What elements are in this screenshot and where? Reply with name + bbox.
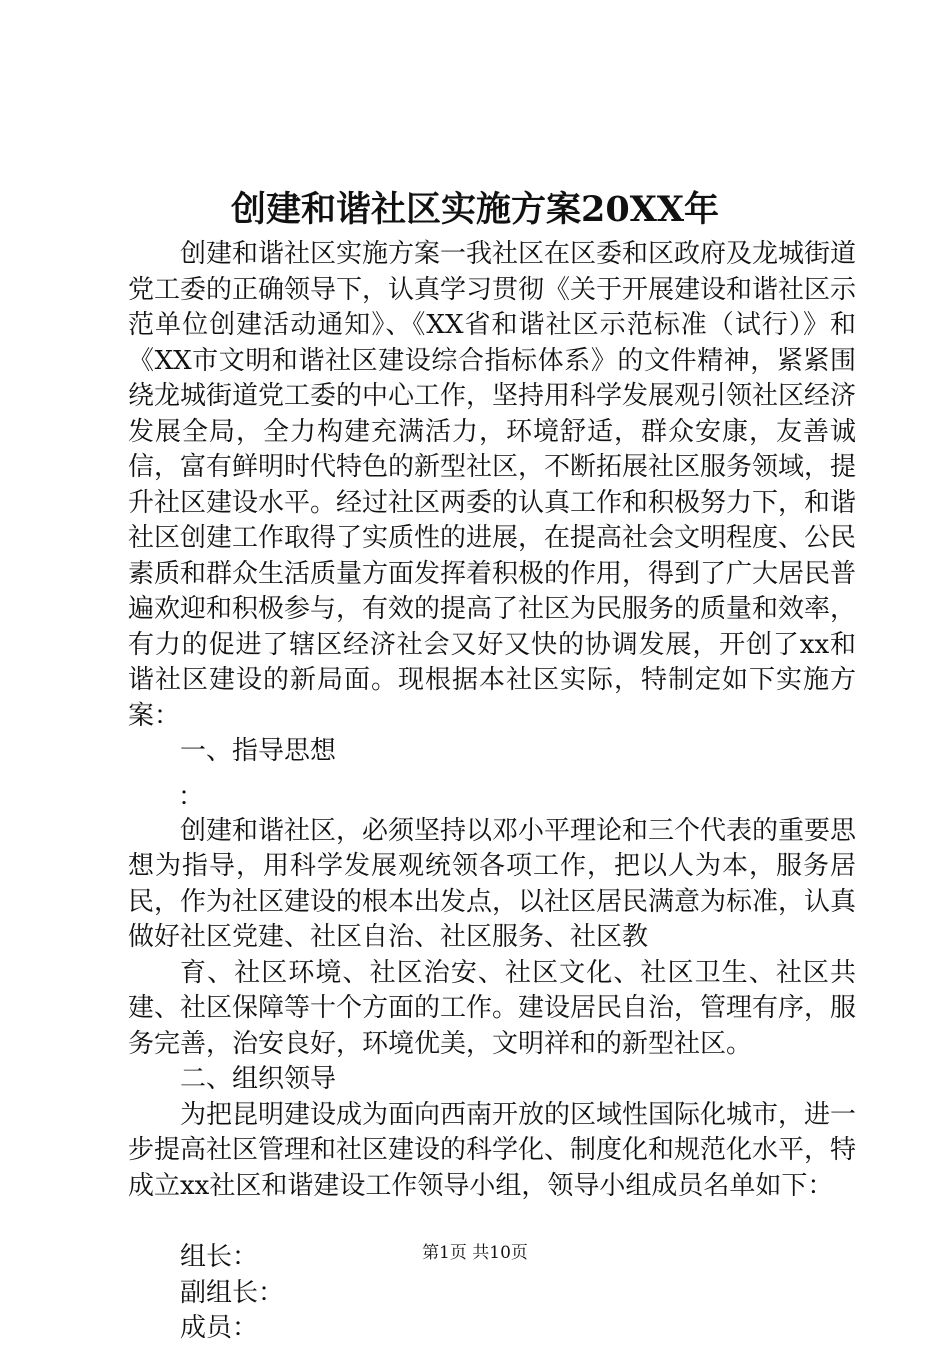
section-colon: ： (178, 781, 205, 812)
section-heading-guiding-ideology: 一、指导思想 (180, 736, 337, 766)
spacer (128, 1204, 856, 1240)
document-body (128, 237, 856, 1347)
member-leader: 组长： (180, 1242, 259, 1272)
member-deputy-leader: 副组长： (180, 1277, 285, 1308)
page-footer: 第1页 共10页 (422, 1243, 528, 1263)
member-staff: 成员： (180, 1313, 259, 1343)
organization-paragraph: 为把昆明建设成为面向西南开放的区域性国际化城市，进一步提高社区管理和社区建设的科学化、制度化和规范化水平，特成立xx社区和谐建设工作领导小组，领导小组成员名单如下： (128, 1099, 857, 1201)
intro-paragraph: 创建和谐社区实施方案一我社区在区委和区政府及龙城街道党工委的正确领导下，认真学习贯彻《关于开展建设和谐社区示范单位创建活动通知》、《XX省和谐社区示范标准（试行）》和《XX市文明和谐社区建设综合指标体系》的文件精神，紧紧围绕龙城街道党工委的中心工作，坚持用科学发展观引领社区经济发展全局，全力构建充满活力，环境舒适，群众安康，友善诚信，富有鲜明时代特色的新型社区，不断拓展社区服务领域，提升社区建设水平。经过社区两委的认真工作和积极努力下，和谐社区创建工作取得了实质性的进展，在提高社会文明程度、公民素质和群众生活质量方面发挥着积极的作用，得到了广大居民普遍欢迎和积极参与，有效的提高了社区为民服务的质量和效率，有力的促进了辖区经济社会又好又快的协调发展，开创了xx和谐社区建设的新局面。现根据本社区实际，特制定如下实施方案： (128, 239, 857, 731)
section-heading-organization: 二、组织领导 (180, 1064, 337, 1094)
guiding-ideology-paragraph-2: 育、社区环境、社区治安、社区文化、社区卫生、社区共建、社区保障等十个方面的工作。建设居民自治，管理有序，服务完善，治安良好，环境优美，文明祥和的新型社区。 (128, 957, 857, 1059)
guiding-ideology-paragraph-1: 创建和谐社区，必须坚持以邓小平理论和三个代表的重要思想为指导，用科学发展观统领各项工作，把以人为本，服务居民，作为社区建设的根本出发点，以社区居民满意为标准，认真做好社区党建、社区自治、社区服务、社区教 (128, 815, 857, 952)
document-title: 创建和谐社区实施方案20XX年 (230, 189, 720, 230)
